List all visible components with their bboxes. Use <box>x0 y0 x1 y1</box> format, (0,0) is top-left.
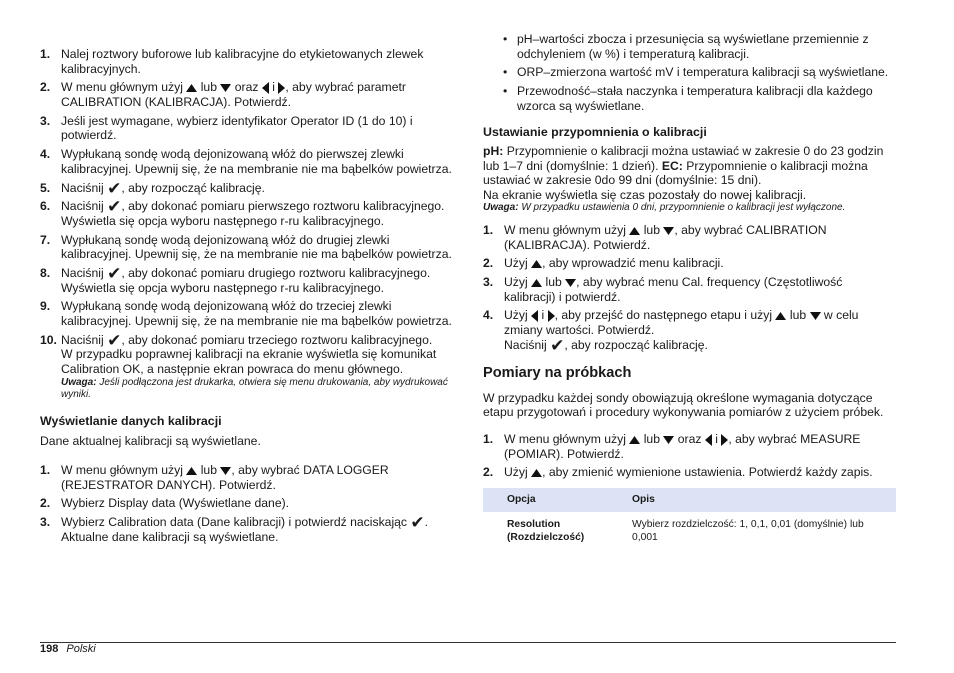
list-item: 3. Wybierz Calibration data (Dane kalibracji) i potwierdź naciskając ✔. Aktualne dane kalibracji są wyświetlane. <box>40 513 429 544</box>
checkmark-icon: ✔ <box>107 178 122 199</box>
display-calibration-intro: Dane aktualnej kalibracji są wyświetlane. <box>40 434 261 449</box>
list-item: 6. Naciśnij ✔, aby dokonać pomiaru pierwszego roztworu kalibracyjnego. Wyświetla się opcja wyboru następnego r-ru kalibracyjnego. <box>40 197 445 228</box>
list-item: 1. W menu głównym użyj lub oraz i , aby wybrać MEASURE (POMIAR). Potwierdź. <box>483 432 861 461</box>
page-number: 198 <box>40 643 59 655</box>
reminder-text: pH: Przypomnienie o kalibracji można ustawiać w zakresie 0 do 23 godzin lub 1–7 dni (domyślnie: 1 dzień). EC: Przypomnienie o kalibracji można ustawiać w zakresie 0do 99 dni (domyślnie: 15 dni). Na ekranie wyświetla się czas pozostały do nowej kalibracji. <box>483 143 884 202</box>
down-arrow-icon <box>663 436 674 444</box>
list-item: 3. Użyj lub , aby wybrać menu Cal. frequency (Częstotliwość kalibracji) i potwierdź. <box>483 275 843 304</box>
left-arrow-icon <box>531 310 538 322</box>
samples-heading: Pomiary na próbkach <box>483 365 632 382</box>
page-footer <box>40 643 96 655</box>
list-item: 1. W menu głównym użyj lub , aby wybrać DATA LOGGER (REJESTRATOR DANYCH). Potwierdź. <box>40 462 389 492</box>
left-arrow-icon <box>705 434 712 446</box>
list-item: 3. Jeśli jest wymagane, wybierz identyfikator Operator ID (1 do 10) i potwierdź. <box>40 113 413 143</box>
checkmark-icon: ✔ <box>107 330 122 351</box>
down-arrow-icon <box>810 312 821 320</box>
footer-language: Polski <box>66 643 96 655</box>
up-arrow-icon <box>629 436 640 444</box>
checkmark-icon: ✔ <box>410 513 425 534</box>
list-item: 2. Użyj , aby zmienić wymienione ustawienia. Potwierdź każdy zapis. <box>483 465 873 480</box>
down-arrow-icon <box>220 467 231 475</box>
display-calibration-heading: Wyświetlanie danych kalibracji <box>40 413 222 428</box>
list-item: 2. W menu głównym użyj lub oraz i , aby wybrać parametr CALIBRATION (KALIBRACJA). Potwierdź. <box>40 80 406 109</box>
display-calibration-steps <box>40 463 458 544</box>
table-header-description: Opis <box>610 488 896 512</box>
samples-intro: W przypadku każdej sondy obowiązują określone wymagania dotyczące etapu przygotowań i procedury wykonywania pomiarów z użyciem próbek. <box>483 390 884 420</box>
samples-steps <box>483 432 897 480</box>
list-item: 1. W menu głównym użyj lub , aby wybrać CALIBRATION (KALIBRACJA). Potwierdź. <box>483 222 827 252</box>
list-item: 1. Nalej roztwory buforowe lub kalibracyjne do etykietowanych zlewek kalibracyjnych. <box>40 47 424 76</box>
checkmark-icon: ✔ <box>107 197 122 218</box>
list-item: • ORP–zmierzona wartość mV i temperatura kalibracji są wyświetlane. <box>483 65 897 80</box>
down-arrow-icon <box>565 279 576 287</box>
reminder-note: Uwaga: W przypadku ustawienia 0 dni, przypomnienie o kalibracji jest wyłączone. <box>483 202 846 214</box>
down-arrow-icon <box>663 227 674 235</box>
table-cell-option: Resolution (Rozdzielczość) <box>507 519 585 543</box>
up-arrow-icon <box>186 84 197 92</box>
list-item: 5. Naciśnij ✔, aby rozpocząć kalibrację. <box>40 178 265 199</box>
up-arrow-icon <box>629 227 640 235</box>
list-item: 10. Naciśnij ✔, aby dokonać pomiaru trzeciego roztworu kalibracyjnego. W przypadku poprawnej kalibracji na ekranie wyświetla się komunikat Calibration OK, a następnie ekran powraca do menu głównego. Uwaga: Jeśli podłączona jest drukarka, otwiera się menu drukowania, aby wydrukować wyniki. <box>40 333 458 402</box>
checkmark-icon: ✔ <box>107 264 122 285</box>
reminder-steps <box>483 222 897 356</box>
list-item: 7. Wypłukaną sondę wodą dejonizowaną włóż do drugiej zlewki kalibracyjnej. Upewnij się, że na membranie nie ma bąbelków powietrza. <box>40 232 452 262</box>
table-row <box>483 512 896 550</box>
list-item: 9. Wypłukaną sondę wodą dejonizowaną włóż do trzeciej zlewki kalibracyjnej. Upewnij się, że na membranie nie ma bąbelków powietrza. <box>40 299 452 328</box>
list-item: 2. Wybierz Display data (Wyświetlane dane). <box>40 496 290 511</box>
list-item: • Przewodność–stała naczynka i temperatura kalibracji dla każdego wzorca są wyświetlane. <box>483 84 897 113</box>
right-column <box>483 32 897 550</box>
table-header-row <box>483 488 896 512</box>
right-arrow-icon <box>548 310 555 322</box>
up-arrow-icon <box>775 312 786 320</box>
down-arrow-icon <box>220 84 231 92</box>
list-item: 4. Wypłukaną sondę wodą dejonizowaną włóż do pierwszej zlewki kalibracyjnej. Upewnij się, że na membranie nie ma bąbelków powietrza. <box>40 147 452 176</box>
calibration-data-bullets <box>483 32 897 113</box>
up-arrow-icon <box>531 260 542 268</box>
up-arrow-icon <box>186 467 197 475</box>
list-item: 8. Naciśnij ✔, aby dokonać pomiaru drugiego roztworu kalibracyjnego. Wyświetla się opcja wyboru następnego r-ru kalibracyjnego. <box>40 264 431 295</box>
table-header-option: Opcja <box>483 488 610 512</box>
note: Uwaga: Jeśli podłączona jest drukarka, otwiera się menu drukowania, aby wydrukować wyniki. <box>61 376 448 401</box>
reminder-heading: Ustawianie przypomnienia o kalibracji <box>483 125 707 140</box>
table-cell-description: Wybierz rozdzielczość: 1, 0,1, 0,01 (domyślnie) lub 0,001 <box>632 519 864 543</box>
footer-divider <box>40 642 896 643</box>
checkmark-icon: ✔ <box>550 335 565 356</box>
calibration-steps <box>40 47 458 402</box>
up-arrow-icon <box>531 279 542 287</box>
left-arrow-icon <box>262 82 269 94</box>
list-item: • pH–wartości zbocza i przesunięcia są wyświetlane przemiennie z odchyleniem (w %) i temperaturą kalibracji. <box>483 32 897 61</box>
list-item: 2. Użyj , aby wprowadzić menu kalibracji. <box>483 256 724 271</box>
up-arrow-icon <box>531 469 542 477</box>
options-table <box>483 488 896 550</box>
left-column <box>40 32 458 548</box>
list-item: 4. Użyj i , aby przejść do następnego etapu i użyj lub w celu zmiany wartości. Potwierdź. Naciśnij ✔, aby rozpocząć kalibrację. <box>483 308 859 356</box>
